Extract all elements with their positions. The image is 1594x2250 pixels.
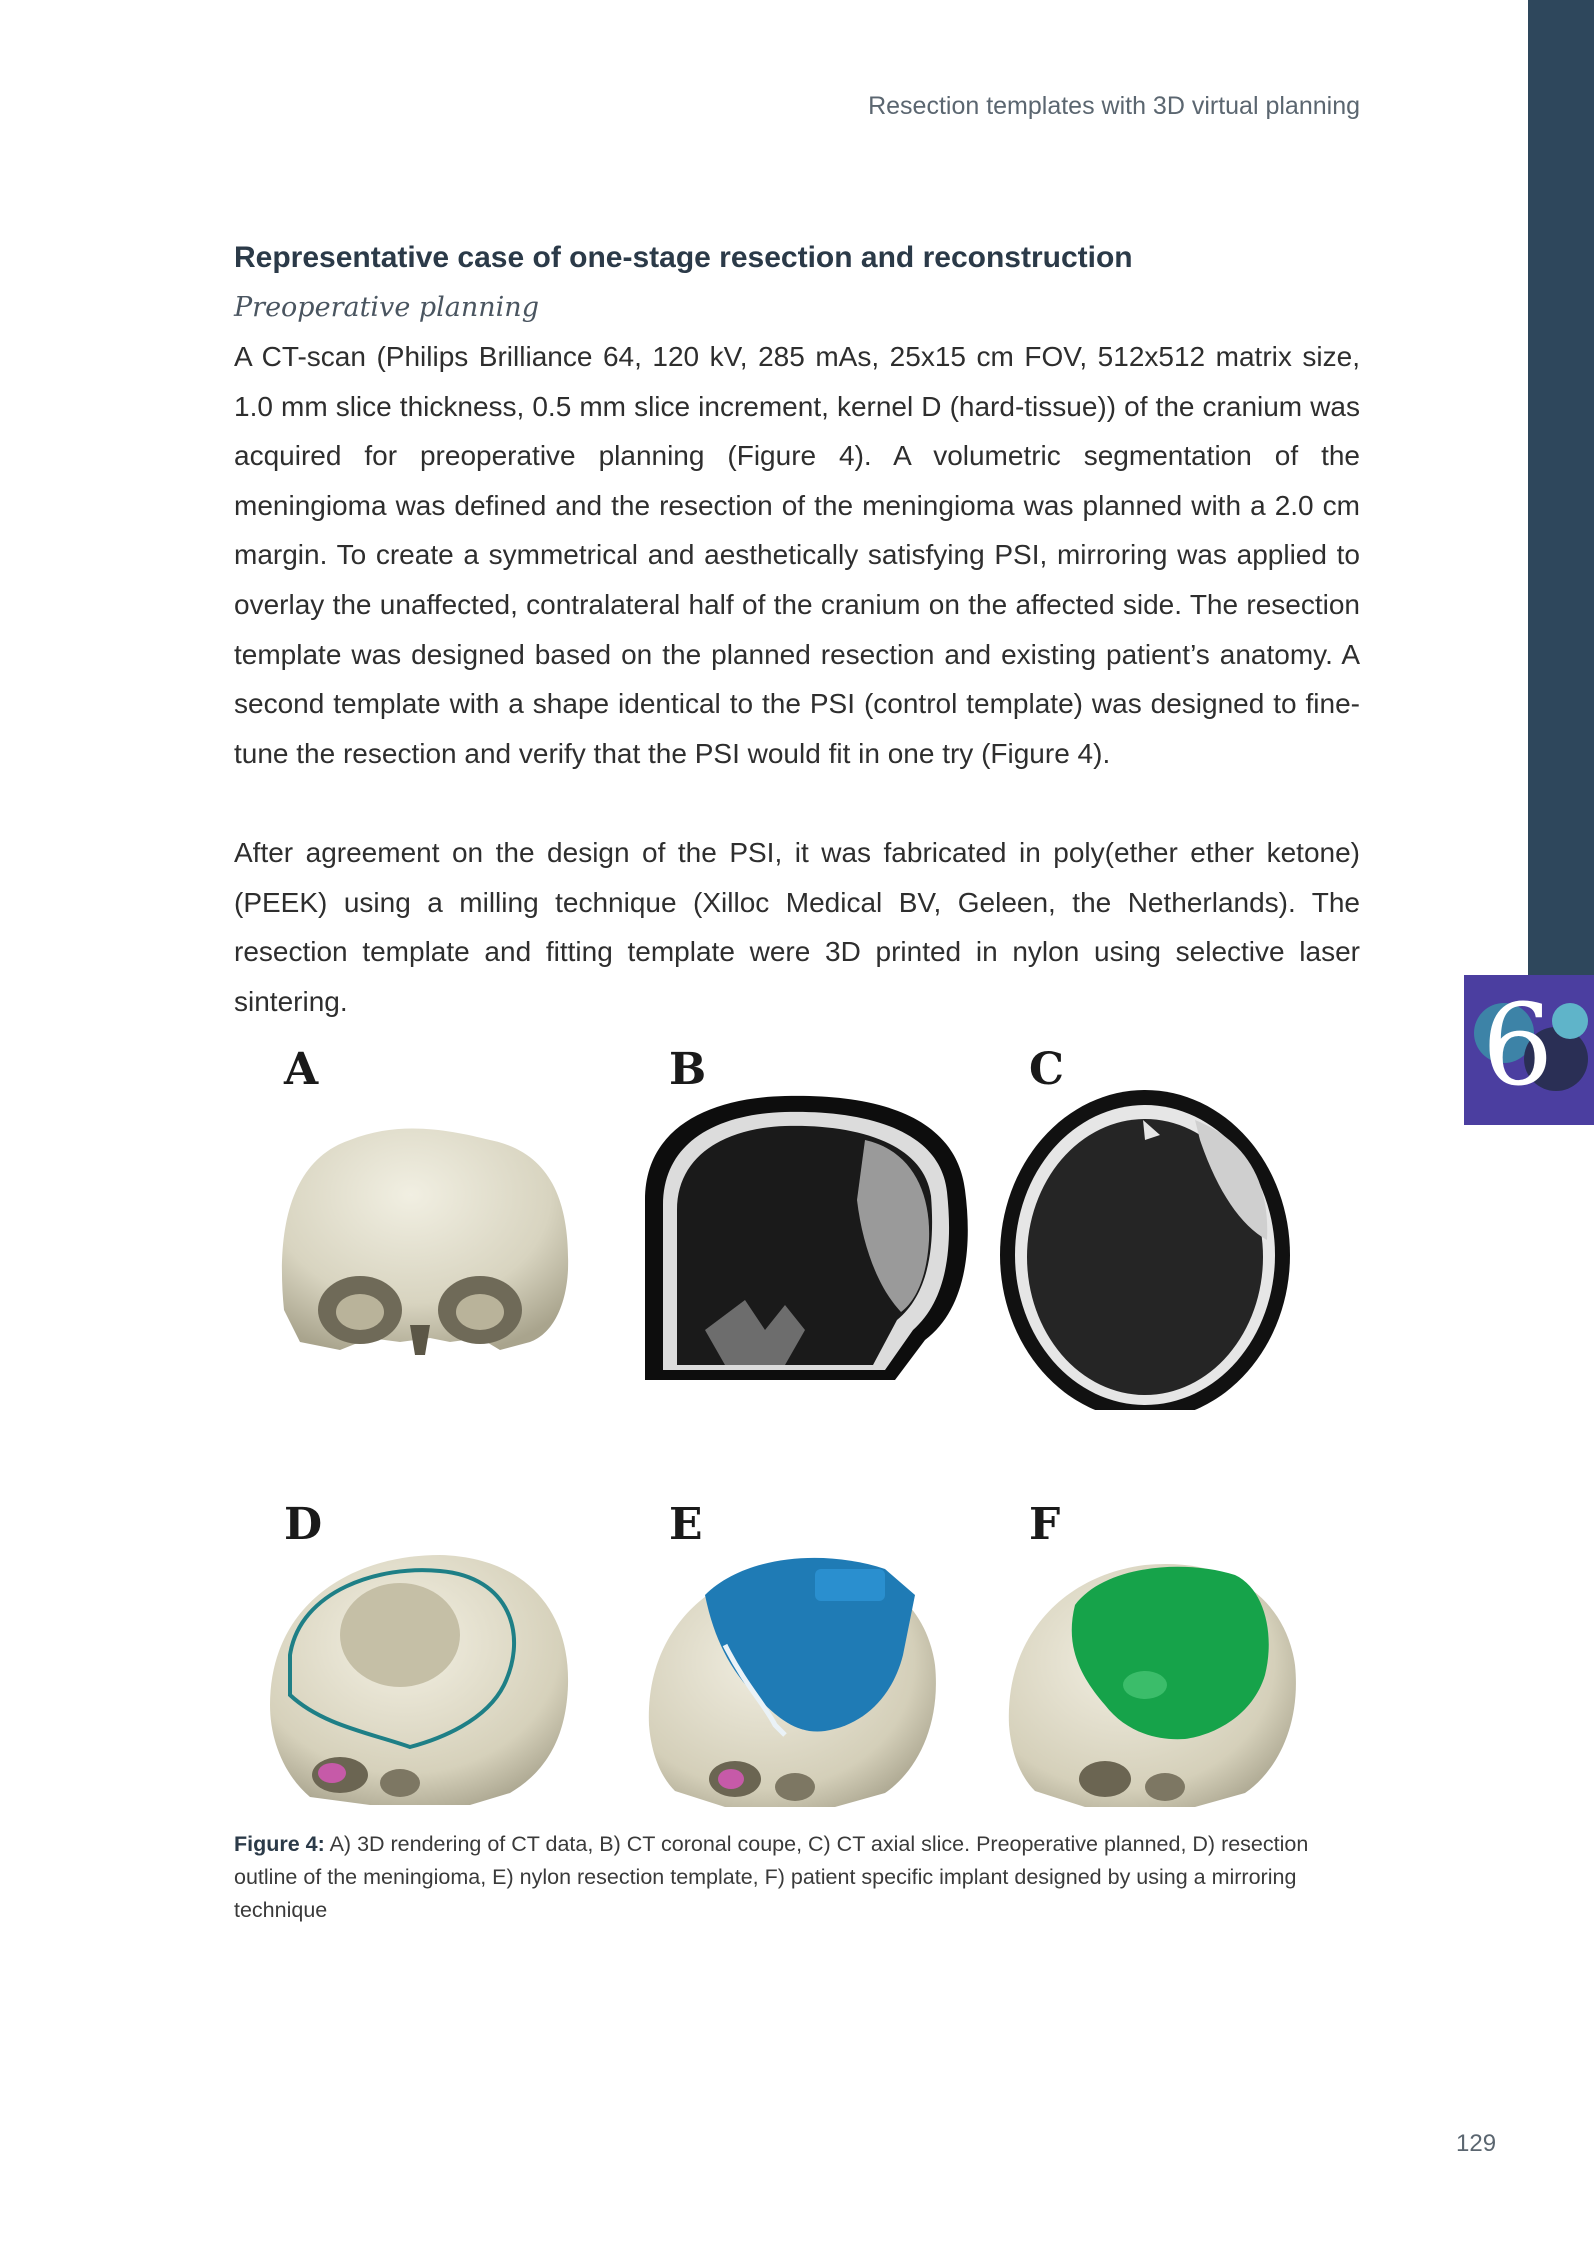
page-number: 129 (1456, 2130, 1497, 2157)
figure-caption-text: A) 3D rendering of CT data, B) CT coronal coupe, C) CT axial slice. Preoperative planned, D) resection outline of the meningioma, E) nylon resection template, F) patient specific implant designed by using a mirroring technique (234, 1832, 1309, 1922)
panel-letter: F (1029, 1499, 1061, 1550)
ct-axial-image (995, 1080, 1345, 1410)
chapter-tab (1464, 975, 1594, 1125)
panel-letter: D (284, 1499, 323, 1550)
running-head: Resection templates with 3D virtual planning (868, 92, 1360, 120)
panel-letter: B (669, 1044, 707, 1095)
figure-caption-label: Figure 4: (234, 1832, 325, 1856)
panel-letter: A (284, 1044, 319, 1095)
panel-e (635, 1485, 985, 1835)
chapter-number: 6 (1482, 981, 1554, 1111)
skull-3d-rendering-image (250, 1080, 600, 1380)
body-paragraph-2: After agreement on the design of the PSI, it was fabricated in poly(ether ether ketone) (PEEK) using a milling technique (Xilloc Medical BV, Geleen, the Netherlands). The resection template and fitting template were 3D printed in nylon using selective laser sintering. (234, 837, 1360, 1017)
body-paragraph-1: A CT-scan (Philips Brilliance 64, 120 kV, 285 mAs, 25x15 cm FOV, 512x512 matrix size, 1.0 mm slice thickness, 0.5 mm slice increment, kernel D (hard-tissue)) of the cranium was acquired for preoperative planning (Figure 4). A volumetric segmentation of the meningioma was defined and the resection of the meningioma was planned with a 2.0 cm margin. To create a symmetrical and aesthetically satisfying PSI, mirroring was applied to overlay the unaffected, contralateral half of the cranium on the affected side. The resection template was designed based on the planned resection and existing patient’s anatomy. A second template with a shape identical to the PSI (control template) was designed to fine-tune the resection and verify that the PSI would fit in one try (Figure 4). (234, 341, 1360, 769)
panel-letter: C (1029, 1044, 1065, 1095)
patient-specific-implant-image (995, 1535, 1345, 1815)
section-title: Representative case of one-stage resection and reconstruction (234, 241, 1133, 274)
resection-template-image (635, 1535, 985, 1815)
panel-letter: E (669, 1499, 703, 1550)
chapter-tab-decoration (1552, 1003, 1588, 1039)
panel-f (995, 1485, 1345, 1835)
panel-d (250, 1485, 600, 1835)
ct-coronal-image (635, 1080, 985, 1380)
panel-b (635, 1030, 985, 1380)
panel-a (250, 1030, 600, 1380)
subsection-title: Preoperative planning (234, 292, 539, 323)
resection-outline-image (250, 1535, 600, 1815)
side-color-bar (1528, 0, 1594, 975)
figure-caption (234, 1828, 1360, 1927)
figure-4 (250, 1030, 1360, 1830)
panel-c (995, 1030, 1345, 1380)
